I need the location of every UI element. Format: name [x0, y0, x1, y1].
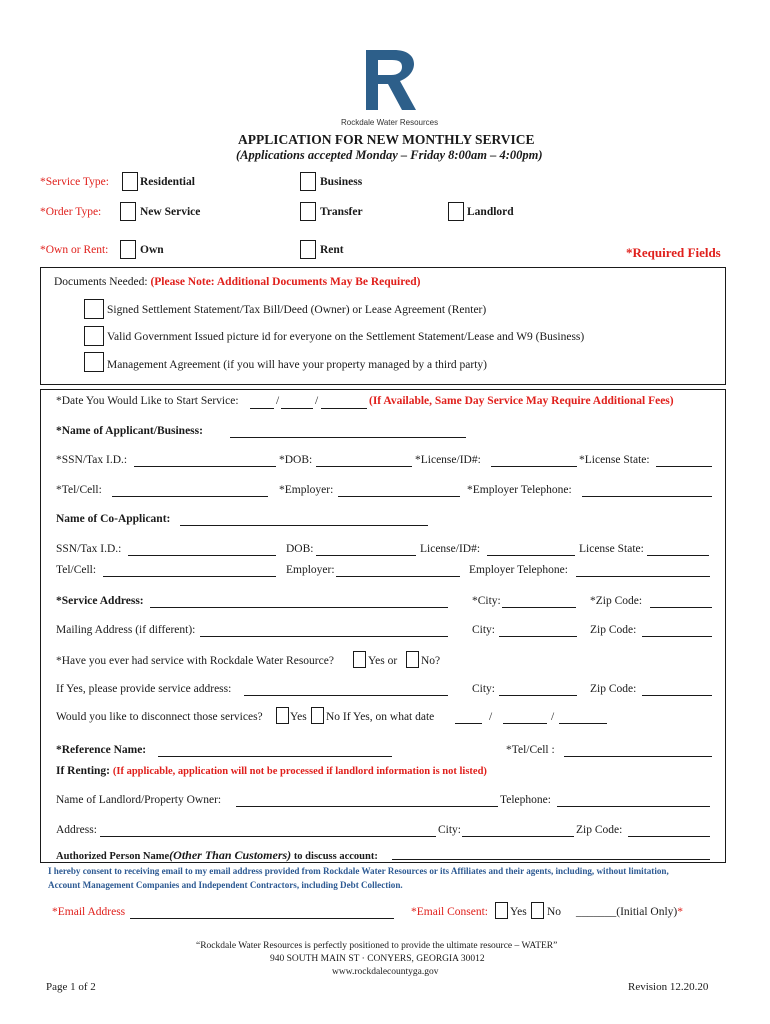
- revision: Revision 12.20.20: [628, 981, 709, 993]
- authorized-person-field[interactable]: [392, 859, 710, 860]
- employer-tel-field[interactable]: [582, 496, 712, 497]
- landlord-address-field[interactable]: [100, 836, 436, 837]
- email-consent-no-checkbox[interactable]: [531, 902, 544, 919]
- co-ssn-label: SSN/Tax I.D.:: [56, 543, 122, 555]
- doc-checkbox-1[interactable]: [84, 299, 104, 319]
- co-license-id-field[interactable]: [487, 555, 575, 556]
- page-number: Page 1 of 2: [46, 981, 96, 993]
- prior-service-yes-or: Yes or: [368, 655, 398, 667]
- residential-checkbox[interactable]: [122, 172, 138, 191]
- documents-heading: [54, 276, 420, 288]
- own-or-rent-label: *Own or Rent:: [40, 244, 109, 256]
- landlord-name-field[interactable]: [236, 806, 498, 807]
- footer-quote: “Rockdale Water Resources is perfectly positioned to provide the ultimate resource – WATER”: [196, 941, 558, 951]
- doc-item-3: Management Agreement (if you will have your property managed by a third party): [107, 359, 488, 371]
- co-employer-label: Employer:: [286, 564, 335, 576]
- initial-only-star: *: [677, 906, 683, 918]
- landlord-address-label: Address:: [56, 824, 97, 836]
- landlord-tel-field[interactable]: [557, 806, 710, 807]
- employer-label: *Employer:: [279, 484, 334, 496]
- landlord-name-label: Name of Landlord/Property Owner:: [56, 794, 222, 806]
- dob-label: *DOB:: [279, 454, 313, 466]
- doc-item-2: Valid Government Issued picture id for everyone on the Settlement Statement/Lease and W9 (Business): [107, 331, 585, 343]
- co-employer-tel-field[interactable]: [576, 576, 710, 577]
- email-consent-label: *Email Consent:: [411, 906, 488, 918]
- co-ssn-field[interactable]: [128, 555, 276, 556]
- logo-text: Rockdale Water Resources: [341, 118, 439, 127]
- business-checkbox[interactable]: [300, 172, 316, 191]
- zip-required-field[interactable]: [650, 607, 712, 608]
- city-required-field[interactable]: [502, 607, 576, 608]
- disconnect-month-field[interactable]: [455, 723, 482, 724]
- co-dob-label: DOB:: [286, 543, 314, 555]
- new-service-label: New Service: [140, 206, 201, 218]
- dob-field[interactable]: [316, 466, 412, 467]
- rent-checkbox[interactable]: [300, 240, 316, 259]
- disconnect-year-field[interactable]: [559, 723, 607, 724]
- co-license-state-label: License State:: [579, 543, 644, 555]
- residential-label: Residential: [140, 176, 195, 188]
- doc-item-1: Signed Settlement Statement/Tax Bill/Deed (Owner) or Lease Agreement (Renter): [107, 304, 487, 316]
- prior-address-field[interactable]: [244, 695, 448, 696]
- footer-address: 940 SOUTH MAIN ST · CONYERS, GEORGIA 30012: [270, 954, 485, 964]
- reference-tel-label: *Tel/Cell :: [506, 744, 555, 756]
- license-state-field[interactable]: [656, 466, 712, 467]
- co-license-id-label: License/ID#:: [420, 543, 481, 555]
- email-consent-no: No: [547, 906, 562, 918]
- disconnect-slash-1: /: [489, 711, 493, 723]
- service-type-label: *Service Type:: [40, 176, 109, 188]
- co-applicant-name-label: Name of Co-Applicant:: [56, 513, 171, 525]
- authorized-italic: (Other Than Customers): [169, 848, 292, 862]
- start-date-slash-2: /: [315, 395, 319, 407]
- prior-service-yes-checkbox[interactable]: [353, 651, 366, 668]
- email-consent-yes: Yes: [510, 906, 527, 918]
- own-checkbox[interactable]: [120, 240, 136, 259]
- landlord-checkbox[interactable]: [448, 202, 464, 221]
- start-year-field[interactable]: [321, 408, 367, 409]
- license-id-label: *License/ID#:: [415, 454, 481, 466]
- co-tel-cell-field[interactable]: [103, 576, 276, 577]
- mailing-city-label: City:: [472, 624, 496, 636]
- reference-name: [56, 744, 146, 756]
- prior-service-no: No?: [421, 655, 441, 667]
- consent-text-line-2: Account Management Companies and Independent Contractors, including Debt Collection.: [48, 880, 403, 890]
- start-month-field[interactable]: [250, 408, 274, 409]
- authorized-prefix: Authorized Person Name: [56, 851, 170, 862]
- page-title: APPLICATION FOR NEW MONTHLY SERVICE: [238, 132, 535, 147]
- co-employer-tel-label: Employer Telephone:: [469, 564, 568, 576]
- reference-name-label: *Reference Name:: [56, 744, 147, 756]
- prior-city-field[interactable]: [499, 695, 577, 696]
- applicant-name-label: *Name of Applicant/Business:: [56, 425, 203, 437]
- email-address-field[interactable]: [130, 918, 394, 919]
- order-type-label: *Order Type:: [40, 206, 102, 218]
- start-day-field[interactable]: [281, 408, 313, 409]
- disconnect-no-label: No If Yes, on what date: [326, 711, 435, 723]
- prior-zip-label: Zip Code:: [590, 683, 637, 695]
- employer-tel-label: *Employer Telephone:: [467, 484, 572, 496]
- tel-cell-label: *Tel/Cell:: [56, 484, 102, 496]
- prior-city-label: City:: [472, 683, 496, 695]
- city-required-label: *City:: [472, 595, 501, 607]
- required-fields-note: *Required Fields: [626, 245, 721, 260]
- email-consent-yes-checkbox[interactable]: [495, 902, 508, 919]
- disconnect-question: Would you like to disconnect those services?: [56, 711, 263, 723]
- email-address-label: *Email Address: [52, 906, 126, 918]
- prior-service-question: *Have you ever had service with Rockdale Water Resource?: [56, 655, 334, 667]
- if-renting-label: If Renting:: [56, 765, 110, 777]
- business-label: Business: [320, 176, 363, 188]
- service-address-label: *Service Address:: [56, 595, 144, 607]
- logo: [362, 48, 418, 112]
- disconnect-no-checkbox[interactable]: [311, 707, 324, 724]
- initial-only: [576, 906, 683, 918]
- prior-address-label: If Yes, please provide service address:: [56, 683, 232, 695]
- footer-website: www.rockdalecountyga.gov: [332, 967, 439, 977]
- authorized-suffix: to discuss account:: [293, 851, 378, 862]
- landlord-zip-label: Zip Code:: [576, 824, 623, 836]
- consent-text-line-1: I hereby consent to receiving email to my email address provided from Rockdale Water Resources or its Affiliates and their agents, including, without limitation,: [48, 866, 669, 876]
- disconnect-day-field[interactable]: [503, 723, 547, 724]
- rent-label: Rent: [320, 244, 344, 256]
- ssn-label: *SSN/Tax I.D.:: [56, 454, 128, 466]
- reference-tel-field[interactable]: [564, 756, 712, 757]
- applicant-name-field[interactable]: [230, 437, 466, 438]
- disconnect-yes-label: Yes: [290, 711, 307, 723]
- mailing-zip-field[interactable]: [642, 636, 712, 637]
- start-date-note: (If Available, Same Day Service May Require Additional Fees): [369, 395, 674, 407]
- disconnect-slash-2: /: [551, 711, 555, 723]
- co-applicant-name-field[interactable]: [180, 525, 428, 526]
- own-label: Own: [140, 244, 164, 256]
- new-service-checkbox[interactable]: [120, 202, 136, 221]
- tel-cell-field[interactable]: [112, 496, 268, 497]
- co-tel-cell-label: Tel/Cell:: [56, 564, 97, 576]
- co-dob-field[interactable]: [316, 555, 416, 556]
- transfer-checkbox[interactable]: [300, 202, 316, 221]
- mailing-address-field[interactable]: [200, 636, 448, 637]
- if-renting-note: (If applicable, application will not be processed if landlord information is not listed): [112, 766, 487, 777]
- doc-checkbox-2[interactable]: [84, 326, 104, 346]
- page-subtitle: (Applications accepted Monday – Friday 8:00am – 4:00pm): [236, 148, 543, 162]
- mailing-zip-label: Zip Code:: [590, 624, 637, 636]
- ssn-field[interactable]: [134, 466, 276, 467]
- initial-only-label: _______(Initial Only): [576, 906, 678, 918]
- landlord-city-label: City:: [438, 824, 462, 836]
- if-renting: [56, 765, 487, 777]
- service-address-field[interactable]: [150, 607, 448, 608]
- license-id-field[interactable]: [491, 466, 577, 467]
- license-state-label: *License State:: [579, 454, 650, 466]
- co-employer-field[interactable]: [336, 576, 460, 577]
- transfer-label: Transfer: [320, 206, 363, 218]
- doc-checkbox-3[interactable]: [84, 352, 104, 372]
- disconnect-yes-checkbox[interactable]: [276, 707, 289, 724]
- zip-required-label: *Zip Code:: [590, 595, 643, 607]
- prior-zip-field[interactable]: [642, 695, 712, 696]
- landlord-city-field[interactable]: [462, 836, 574, 837]
- landlord-label: Landlord: [467, 206, 514, 218]
- authorized-person: [56, 848, 378, 863]
- documents-heading-text: Documents Needed:: [54, 276, 148, 288]
- prior-service-no-checkbox[interactable]: [406, 651, 419, 668]
- reference-name-field[interactable]: [158, 756, 392, 757]
- logo-r-mark: [362, 48, 418, 112]
- employer-field[interactable]: [338, 496, 460, 497]
- start-date-slash-1: /: [276, 395, 280, 407]
- start-date-label: *Date You Would Like to Start Service:: [56, 395, 239, 407]
- mailing-city-field[interactable]: [499, 636, 577, 637]
- landlord-tel-label: Telephone:: [500, 794, 551, 806]
- mailing-address-label: Mailing Address (if different):: [56, 624, 196, 636]
- co-license-state-field[interactable]: [647, 555, 709, 556]
- documents-note: (Please Note: Additional Documents May Be Required): [150, 276, 421, 288]
- landlord-zip-field[interactable]: [628, 836, 710, 837]
